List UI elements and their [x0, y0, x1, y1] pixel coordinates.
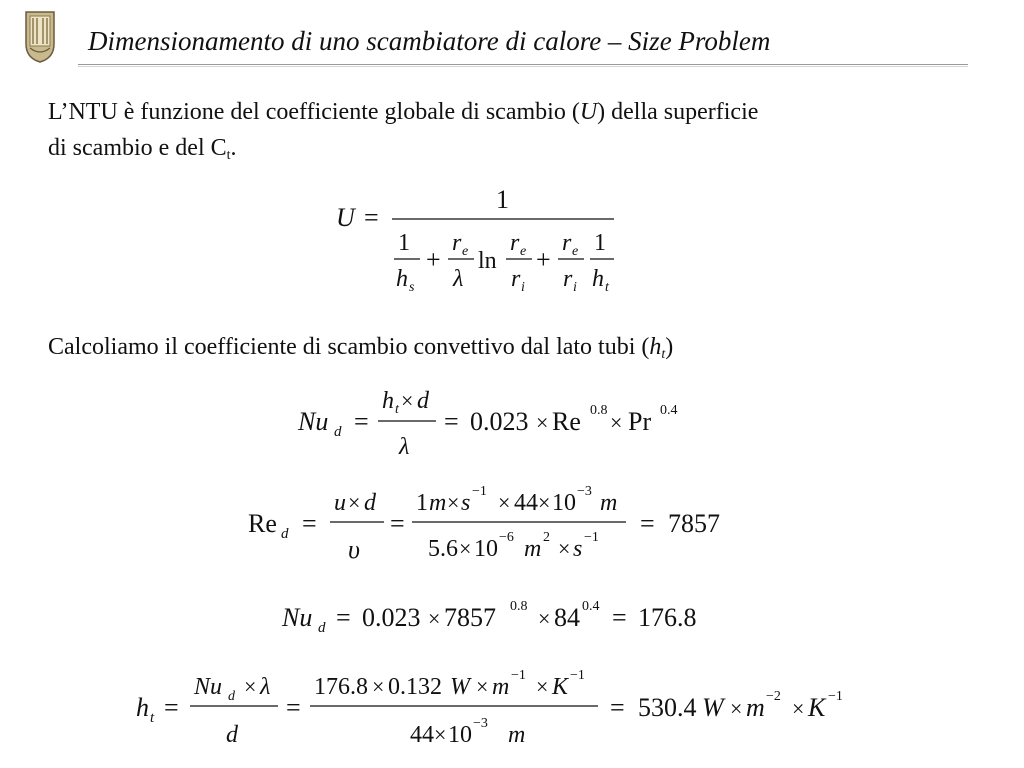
- formula-symbol: t: [395, 402, 399, 417]
- title-divider-shadow: [78, 66, 968, 67]
- university-shield-icon: [22, 8, 58, 64]
- formula-symbol: =: [164, 693, 179, 722]
- formula-symbol: h: [592, 266, 604, 292]
- formula-symbol: W: [450, 674, 470, 700]
- formula-symbol: =: [364, 203, 379, 232]
- formula-symbol: −3: [473, 716, 488, 731]
- formula-symbol: −1: [472, 484, 487, 499]
- formula-symbol: −2: [766, 689, 781, 704]
- formula-symbol: m: [508, 722, 526, 748]
- formula-symbol: r: [562, 230, 572, 256]
- formula-symbol: 84: [554, 603, 580, 632]
- formula-symbol: 10: [474, 536, 498, 562]
- formula-symbol: e: [572, 244, 579, 259]
- formula-symbol: =: [610, 693, 625, 722]
- formula-symbol: d: [364, 490, 376, 516]
- formula-symbol: Nu: [282, 603, 313, 632]
- formula-symbol: −1: [511, 668, 526, 683]
- formula-symbol: 1: [416, 490, 428, 516]
- formula-symbol: λ: [260, 674, 271, 700]
- formula-symbol: =: [354, 407, 369, 436]
- formula-symbol: i: [573, 280, 577, 295]
- formula-symbol: 7857: [668, 509, 720, 538]
- formula-symbol: 0.4: [660, 403, 678, 418]
- formula-symbol: h: [382, 388, 394, 414]
- intro-paragraph: L’NTU è funzione del coefficiente globale di scambio (U) della superficie di scambio e del $C_t$.: [48, 99, 759, 163]
- formula-symbol: r: [510, 230, 520, 256]
- formula-symbol: ×: [476, 674, 489, 699]
- formula-symbol: ×: [558, 536, 571, 561]
- title-divider: [78, 64, 968, 65]
- formula-symbol: m: [746, 693, 765, 722]
- formula-symbol: d: [226, 722, 238, 748]
- formula-symbol: ×: [459, 536, 472, 561]
- formula-symbol: t: [150, 710, 155, 726]
- formula-symbol: d: [334, 424, 342, 440]
- formula-symbol: λ: [453, 266, 464, 292]
- formula-symbol: Nu: [298, 407, 329, 436]
- formula-symbol: ×: [538, 606, 551, 631]
- formula-symbol: ×: [498, 490, 511, 515]
- formula-symbol: r: [452, 230, 462, 256]
- formula-symbol: d: [318, 620, 326, 636]
- slide-title: Dimensionamento di uno scambiatore di calore – Size Problem: [88, 26, 771, 56]
- convective-paragraph: Calcoliamo il coefficiente di scambio convettivo dal lato tubi $(h_t)$: [48, 334, 674, 362]
- formula-symbol: =: [640, 509, 655, 538]
- formula-symbol: ×: [792, 696, 805, 721]
- formula-symbol: r: [563, 266, 573, 292]
- heat-transfer-coefficient-equation: [136, 664, 896, 760]
- formula-symbol: ×: [536, 410, 549, 435]
- formula-symbol: ×: [372, 674, 385, 699]
- overall-coefficient-equation: [330, 180, 630, 310]
- formula-symbol: ×: [447, 490, 460, 515]
- formula-symbol: e: [520, 244, 527, 259]
- formula-symbol: 0.023: [470, 407, 529, 436]
- formula-symbol: 176.8: [638, 603, 697, 632]
- formula-symbol: λ: [399, 434, 410, 460]
- formula-symbol: =: [612, 603, 627, 632]
- formula-symbol: K: [808, 693, 826, 722]
- formula-symbol: 0.8: [510, 599, 528, 614]
- formula-symbol: m: [492, 674, 510, 700]
- u-symbol: U: [579, 99, 598, 125]
- formula-symbol: 44: [514, 490, 538, 516]
- formula-symbol: 0.4: [582, 599, 600, 614]
- formula-symbol: h: [396, 266, 408, 292]
- formula-symbol: d: [281, 526, 289, 542]
- formula-symbol: 0.132: [388, 674, 442, 700]
- formula-symbol: −3: [577, 484, 592, 499]
- formula-symbol: ×: [428, 606, 441, 631]
- formula-symbol: 0.8: [590, 403, 608, 418]
- formula-symbol: K: [552, 674, 569, 700]
- formula-symbol: 1: [398, 230, 410, 256]
- formula-symbol: 1: [594, 230, 606, 256]
- formula-symbol: Nu: [194, 674, 223, 700]
- formula-symbol: −1: [584, 530, 599, 545]
- formula-symbol: ×: [610, 410, 623, 435]
- formula-symbol: s: [409, 280, 415, 295]
- formula-symbol: Pr: [628, 407, 652, 436]
- formula-symbol: 10: [552, 490, 576, 516]
- formula-symbol: s: [461, 490, 471, 516]
- formula-symbol: Re: [248, 509, 277, 538]
- formula-symbol: 5.6: [428, 536, 458, 562]
- formula-symbol: ×: [536, 674, 549, 699]
- formula-symbol: m: [524, 536, 542, 562]
- formula-symbol: −1: [828, 689, 843, 704]
- formula-symbol: d: [228, 689, 235, 704]
- formula-symbol: +: [536, 245, 551, 274]
- formula-symbol: s: [573, 536, 583, 562]
- formula-symbol: W: [702, 693, 724, 722]
- formula-symbol: =: [390, 509, 405, 538]
- formula-symbol: h: [136, 693, 149, 722]
- formula-symbol: ×: [348, 490, 361, 515]
- reynolds-equation: [248, 480, 748, 570]
- formula-symbol: 10: [448, 722, 472, 748]
- formula-symbol: ×: [244, 674, 257, 699]
- formula-symbol: ×: [434, 722, 447, 747]
- nusselt-equation: [298, 384, 698, 464]
- formula-symbol: ×: [730, 696, 743, 721]
- formula-symbol: =: [444, 407, 459, 436]
- formula-symbol: 2: [543, 530, 550, 545]
- formula-symbol: U: [336, 203, 355, 232]
- formula-symbol: t: [605, 280, 609, 295]
- formula-symbol: υ: [348, 535, 360, 564]
- formula-symbol: 176.8: [314, 674, 368, 700]
- formula-symbol: 44: [410, 722, 434, 748]
- formula-symbol: 0.023: [362, 603, 421, 632]
- formula-symbol: u: [334, 490, 346, 516]
- formula-symbol: Re: [552, 407, 581, 436]
- formula-symbol: r: [511, 266, 521, 292]
- formula-symbol: +: [426, 245, 441, 274]
- formula-symbol: =: [286, 693, 301, 722]
- formula-symbol: =: [336, 603, 351, 632]
- formula-symbol: −1: [570, 668, 585, 683]
- formula-symbol: =: [302, 509, 317, 538]
- formula-symbol: ln: [478, 248, 497, 274]
- formula-symbol: d: [417, 388, 429, 414]
- formula-symbol: −6: [499, 530, 514, 545]
- formula-symbol: i: [521, 280, 525, 295]
- formula-symbol: m: [600, 490, 618, 516]
- formula-symbol: 7857: [444, 603, 496, 632]
- nusselt-value-equation: [282, 590, 732, 645]
- formula-symbol: e: [462, 244, 469, 259]
- formula-symbol: 530.4: [638, 693, 697, 722]
- formula-symbol: m: [429, 490, 447, 516]
- formula-symbol: 1: [496, 185, 509, 214]
- formula-symbol: ×: [401, 388, 414, 413]
- formula-symbol: ×: [538, 490, 551, 515]
